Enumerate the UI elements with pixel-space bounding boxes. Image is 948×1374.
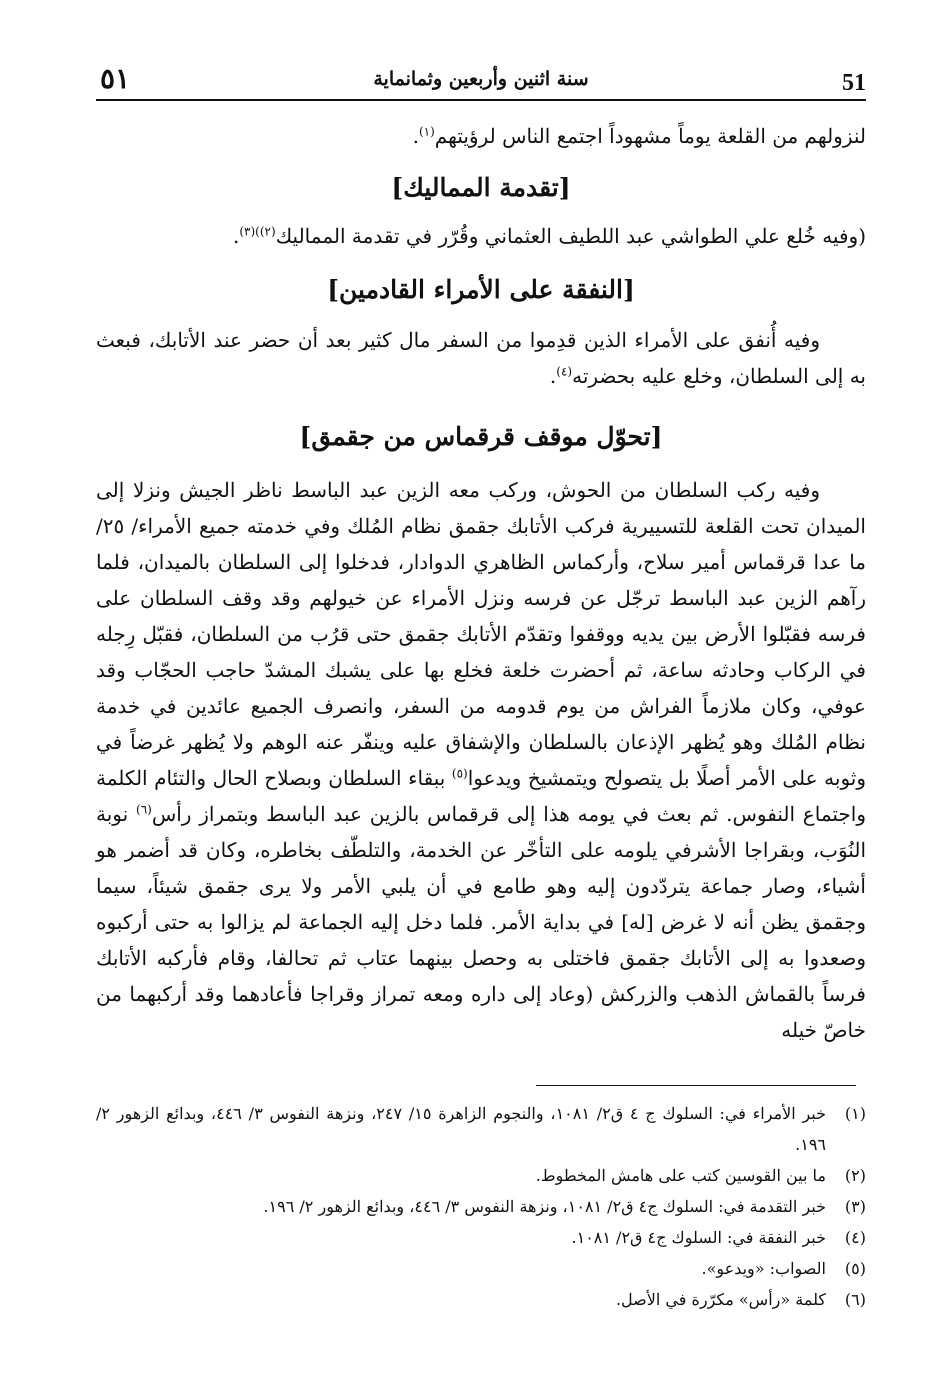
- paragraph: (وفيه خُلع علي الطواشي عبد اللطيف العثماني وقُرّر في تقدمة المماليك$^{(٢))(٣)}$.: [233, 224, 866, 248]
- footnote: [96, 1160, 866, 1191]
- paragraph-continuation: لنزولهم من القلعة يوماً مشهوداً اجتمع الناس لرؤيتهم$^{(١)}$.: [412, 124, 866, 148]
- footnote: [96, 1253, 866, 1284]
- paragraph-text: لنزولهم من القلعة يوماً مشهوداً اجتمع الناس لرؤيتهم: [434, 124, 866, 148]
- footnote-number: (٤): [844, 1228, 866, 1247]
- footnote-text: ما بين القوسين كتب على هامش المخطوط.: [535, 1166, 826, 1185]
- page-header: [96, 58, 866, 98]
- paragraph: [96, 472, 866, 1048]
- page-number-latin: 51: [842, 70, 866, 96]
- footnote-ref: (٥): [451, 766, 468, 781]
- footnote-ref: (٢))(٣): [239, 224, 276, 239]
- footnote: [96, 1191, 866, 1222]
- header-rule: [96, 99, 866, 101]
- paragraph-text: وفيه ركب السلطان من الحوش، وركب معه الزين عبد الباسط ناظر الجيش ونزلا إلى الميدان تحت القلعة للتسييرية فركب الأتابك جقمق نظام المُلك وفي خدمته جميع الأمراء/ ٢٥/ ما عدا قرقماس أمير سلاح، وأركماس الظاهري الدوادار، فدخلوا إلى السلطان بالميدان، فلما رآهم الزين عبد الباسط ترجّل عن فرسه ونزل الأمراء عن خيولهم وقد وقف السلطان على فرسه فقبّلوا الأرض بين يديه ووقفوا وتقدّم الأتابك جقمق حتى قرُب من السلطان، فقبّل رِجله في الركاب وحادثه ساعة، ثم أحضرت خلعة فخلع بها على يشبك المشدّ حاجب الحجّاب وقد عوفي، وكان ملازماً الفراش من يوم قدومه من السفر، وانصرف الجميع عائدين في خدمة نظام المُلك وهو يُظهر الإذعان بالسلطان والإشفاق عليه وينفّر عنه الوهم ولا يُظهر غرضاً في وثوبه على الأمر أصلًا بل يتصولح ويتمشيخ ويدعوا: [96, 478, 867, 790]
- section-heading: [النفقة على الأمراء القادمين]: [327, 275, 635, 304]
- footnote-number: (٦): [844, 1290, 866, 1309]
- section-heading: [تحوّل موقف قرقماس من جقمق]: [299, 422, 663, 451]
- paragraph: وفيه أُنفق على الأمراء الذين قدِموا من السفر مال كثير بعد أن حضر عند الأتابك، فبعث به إلى السلطان، وخلع عليه بحضرته$^{(٤)}$.: [96, 328, 866, 388]
- footnote-ref: (٤): [556, 364, 573, 379]
- footnote: [96, 1222, 866, 1253]
- footnote: [96, 1098, 866, 1160]
- footnote-text: الصواب: «ويدعو».: [701, 1259, 826, 1278]
- running-title: سنة اثنين وأربعين وثمانماية: [373, 68, 589, 90]
- footnote-number: (١): [844, 1104, 866, 1123]
- main-text: [96, 118, 866, 1048]
- paragraph-text: (وفيه خُلع علي الطواشي عبد اللطيف العثماني وقُرّر في تقدمة المماليك: [275, 224, 866, 248]
- footnote-number: (٥): [844, 1259, 866, 1278]
- footnote-text: خبر النفقة في: السلوك ج٤ ق٢/ ١٠٨١.: [571, 1228, 826, 1247]
- footnote-text: كلمة «رأس» مكرّرة في الأصل.: [615, 1290, 826, 1309]
- paragraph-text: ببقاء السلطان وبصلاح الحال والتئام الكلمة واجتماع النفوس. ثم بعث في يومه هذا إلى قرقماس بالزين عبد الباسط وبتمراز رأس: [96, 766, 867, 826]
- paragraph-text: وفيه أُنفق على الأمراء الذين قدِموا من السفر مال كثير بعد أن حضر عند الأتابك، فبعث به إلى السلطان، وخلع عليه بحضرته: [96, 328, 866, 388]
- footnote-ref: (١): [418, 124, 435, 139]
- footnote-number: (٣): [844, 1197, 866, 1216]
- page-number-arabic: ٥١: [100, 62, 131, 95]
- section-heading: [تقدمة المماليك]: [391, 173, 571, 202]
- footnote: [96, 1284, 866, 1315]
- footnote-text: خبر التقدمة في: السلوك ج٤ ق٢/ ١٠٨١، ونزهة النفوس ٣/ ٤٤٦، وبدائع الزهور ٢/ ١٩٦.: [263, 1197, 826, 1216]
- paragraph-text: نوبة النُوَب، وبقراجا الأشرفي يلومه على التأخّر عن الخدمة، والتلطّف بخاطره، وكان قد أضمر هو أشياء، وصار جماعة يتردّدون إليه وهو طامع في أن يلبي الأمر ولا يرى جقمق شيئاً، سيما وجقمق يظن أنه لا غرض [له] في بداية الأمر. فلما دخل إليه الجماعة لم يزالوا به حتى أركبوه وصعدوا به إلى الأتابك جقمق فاختلى به وحصل بينهما عتاب ثم تحالفا، وقام فأركبه الأتابك فرساً بالقماش الذهب والزركش (وعاد إلى داره ومعه تمراز وقراجا فأعادهما وقد أركبهما من خاصّ خيله: [96, 802, 866, 1042]
- footnotes: [96, 1098, 866, 1315]
- footnote-number: (٢): [844, 1166, 866, 1185]
- footnote-ref: (٦): [136, 802, 152, 817]
- footnote-text: خبر الأمراء في: السلوك ج ٤ ق٢/ ١٠٨١، والنجوم الزاهرة ١٥/ ٢٤٧، ونزهة النفوس ٣/ ٤٤٦، وبدائع الزهور ٢/ ١٩٦.: [96, 1104, 826, 1154]
- footnote-rule: [536, 1085, 856, 1086]
